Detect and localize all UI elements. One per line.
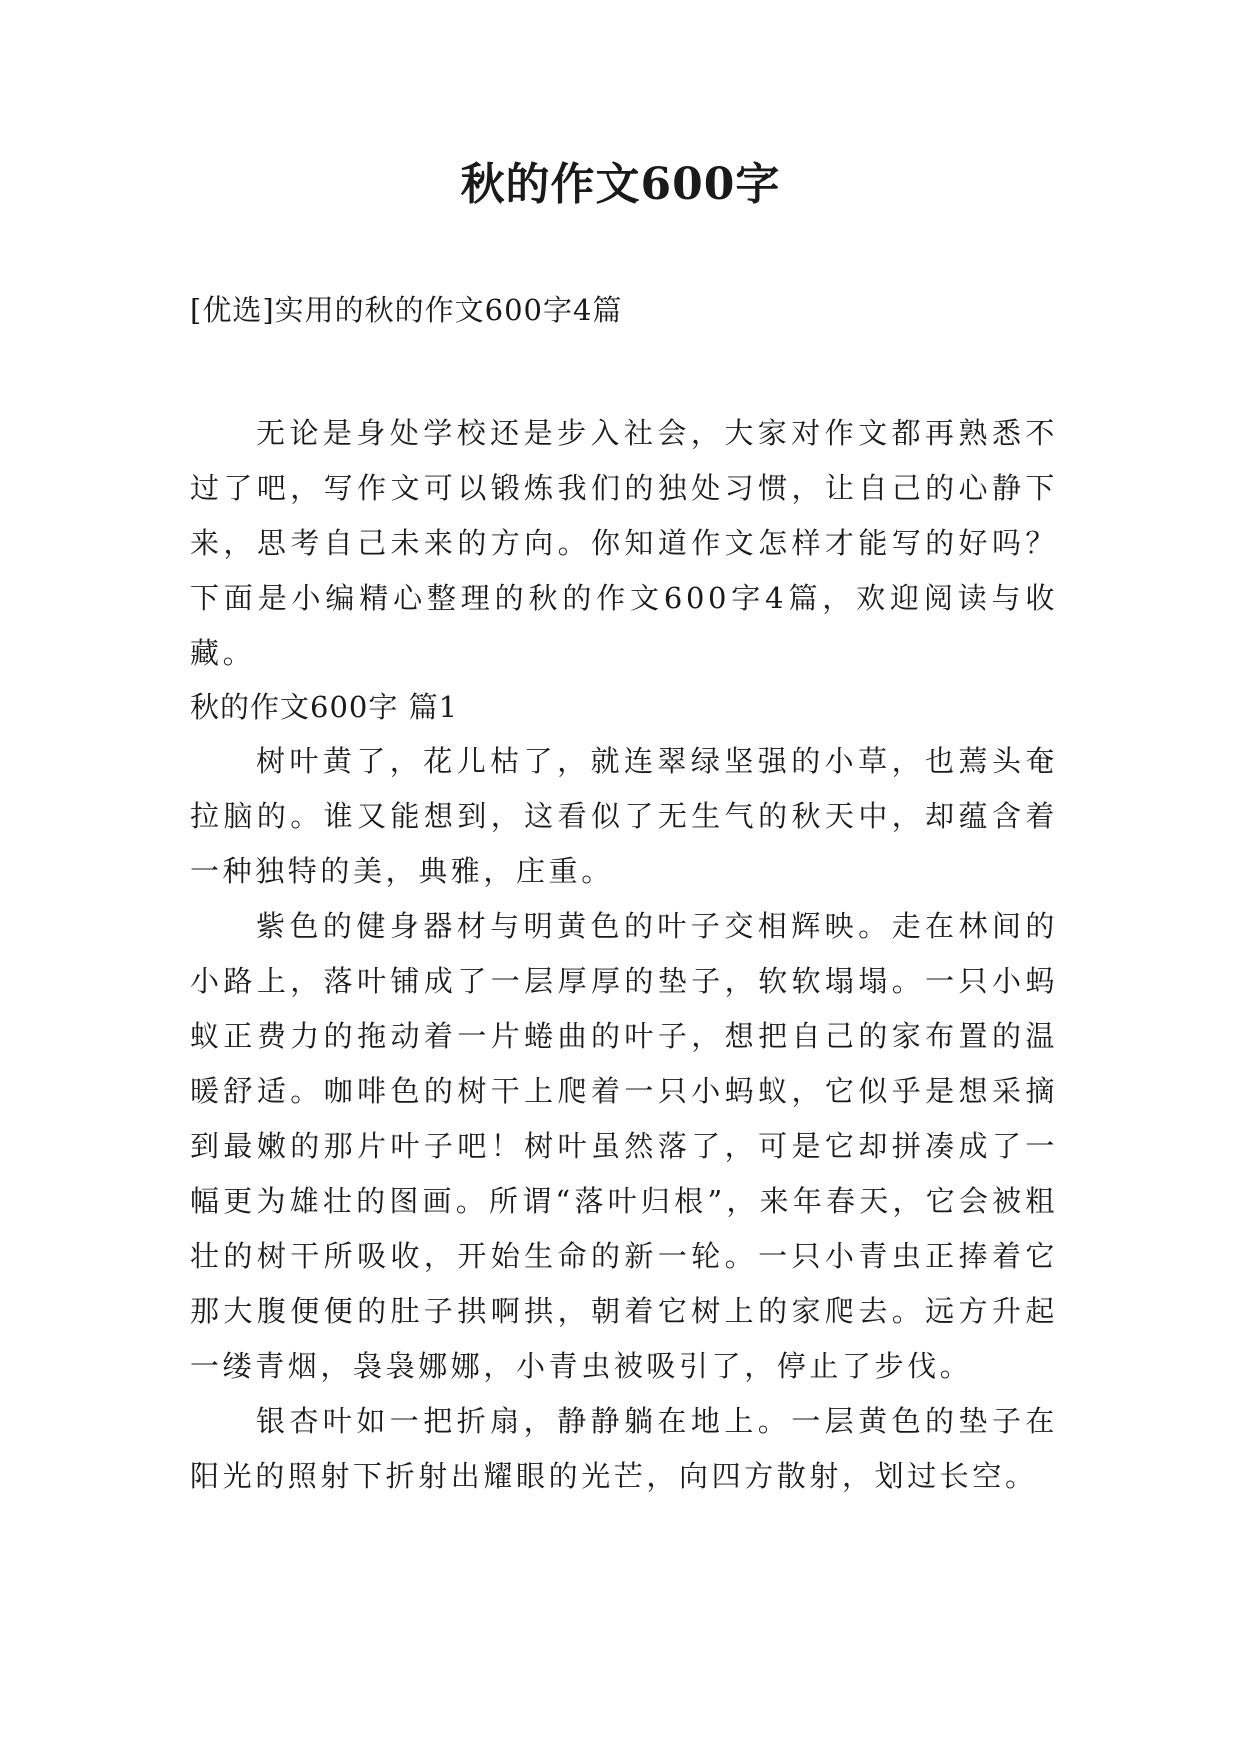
body-paragraph-1: 树叶黄了，花儿枯了，就连翠绿坚强的小草，也蔫头奄拉脑的。谁又能想到，这看似了无生气的秋天中，却蕴含着一种独特的美，典雅，庄重。 — [190, 744, 1058, 888]
body-paragraph-2: 紫色的健身器材与明黄色的叶子交相辉映。走在林间的小路上，落叶铺成了一层厚厚的垫子，软软塌塌。一只小蚂蚁正费力的拖动着一片蜷曲的叶子，想把自己的家布置的温暖舒适。咖啡色的树干上爬着一只小蚂蚁，它似乎是想采摘到最嫩的那片叶子吧！树叶虽然落了，可是它却拼凑成了一幅更为雄壮的图画。所谓“落叶归根”，来年春天，它会被粗壮的树干所吸收，开始生命的新一轮。一只小青虫正捧着它那大腹便便的肚子拱啊拱，朝着它树上的家爬去。远方升起一缕青烟，袅袅娜娜，小青虫被吸引了，停止了步伐。 — [190, 909, 1058, 1383]
intro-paragraph: 无论是身处学校还是步入社会，大家对作文都再熟悉不过了吧，写作文可以锻炼我们的独处习惯，让自己的心静下来，思考自己未来的方向。你知道作文怎样才能写的好吗？下面是小编精心整理的秋的作文600字4篇，欢迎阅读与收藏。 — [190, 416, 1058, 670]
document-body — [190, 406, 1058, 1504]
document-title: 秋的作文600字 — [460, 159, 781, 210]
body-paragraph-3: 银杏叶如一把折扇，静静躺在地上。一层黄色的垫子在阳光的照射下折射出耀眼的光芒，向四方散射，划过长空。 — [190, 1404, 1058, 1493]
document-subtitle: [优选]实用的秋的作文600字4篇 — [190, 293, 623, 327]
section-heading: 秋的作文600字 篇1 — [190, 690, 459, 724]
